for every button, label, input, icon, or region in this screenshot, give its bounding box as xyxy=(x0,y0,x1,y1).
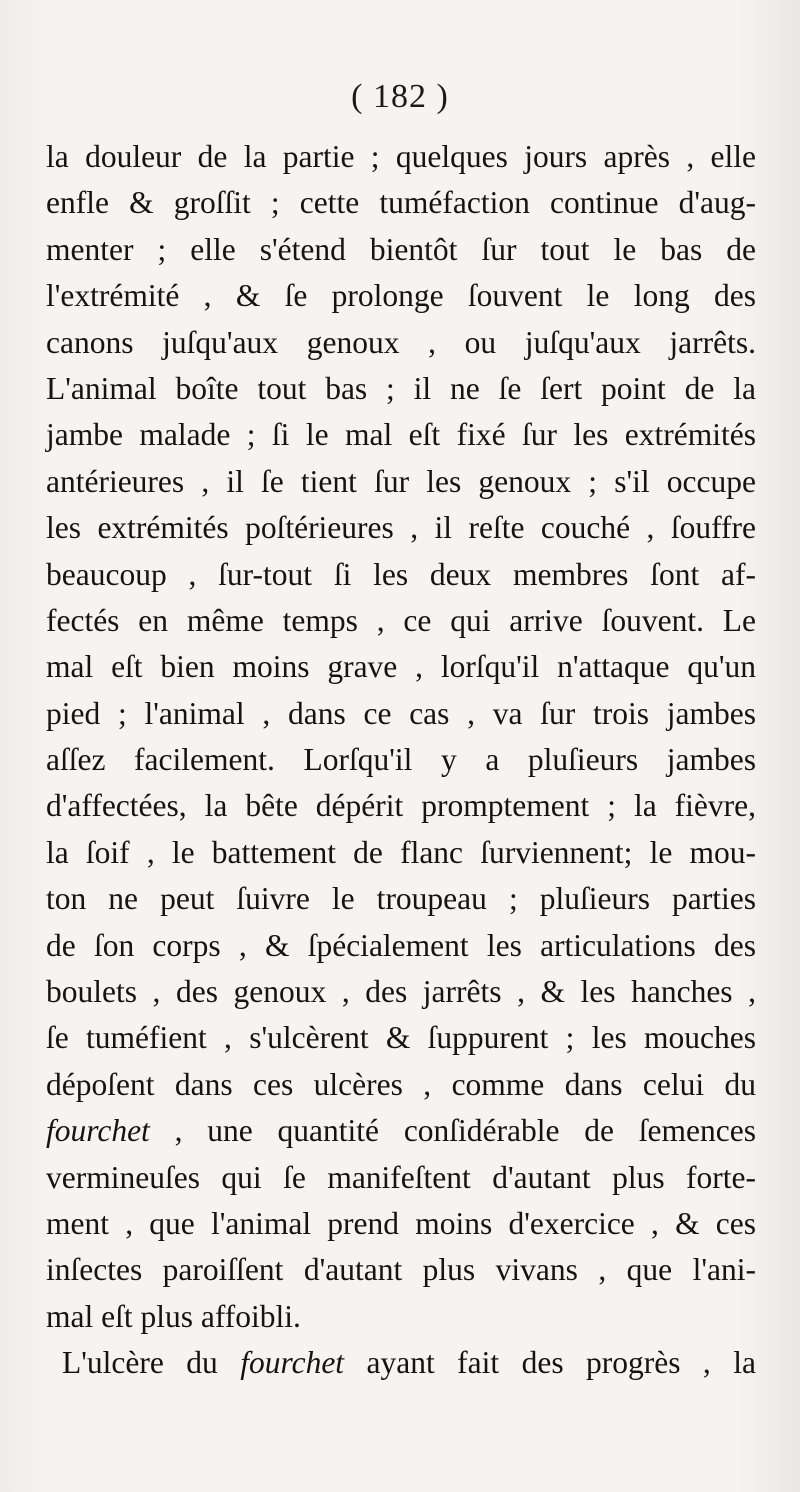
text-line: les extrémités poſtérieures , il reſte couché , ſouffre xyxy=(46,510,756,546)
text-line: aſſez facilement. Lorſqu'il y a pluſieurs jambes xyxy=(46,742,756,778)
text-line: antérieures , il ſe tient ſur les genoux ; s'il occupe xyxy=(46,463,756,499)
text-line: de ſon corps , & ſpécialement les articulations des xyxy=(46,927,756,963)
text-line: dépoſent dans ces ulcères , comme dans celui du xyxy=(46,1066,756,1102)
text-line: ment , que l'animal prend moins d'exercice , & ces xyxy=(46,1205,756,1241)
text-line: canons juſqu'aux genoux , ou juſqu'aux jarrêts. xyxy=(46,324,756,360)
text-line: beaucoup , ſur-tout ſi les deux membres ſont af- xyxy=(46,556,756,592)
text-line: fectés en même temps , ce qui arrive ſouvent. Le xyxy=(46,602,756,638)
text-line: mal eſt bien moins grave , lorſqu'il n'attaque qu'un xyxy=(46,649,756,685)
text-line: pied ; l'animal , dans ce cas , va ſur trois jambes xyxy=(46,695,756,731)
text-line-italic-mid: L'ulcère du fourchet ayant fait des progrès , la xyxy=(62,1345,756,1381)
text-line: boulets , des genoux , des jarrêts , & les hanches , xyxy=(46,974,756,1010)
text-line: mal eſt plus affoibli. xyxy=(46,1298,301,1334)
text-line: la douleur de la partie ; quelques jours après , elle xyxy=(46,139,756,174)
text-line: d'affectées, la bête dépérit promptement ; la fièvre, xyxy=(46,788,756,824)
text-line: l'extrémité , & ſe prolonge ſouvent le long des xyxy=(46,278,756,314)
text-line: ton ne peut ſuivre le troupeau ; pluſieurs parties xyxy=(46,881,756,917)
body-text xyxy=(46,134,756,1387)
text-line: enfle & groſſit ; cette tuméfaction continue d'aug- xyxy=(46,185,756,221)
text-line: menter ; elle s'étend bientôt ſur tout le bas de xyxy=(46,231,756,267)
italic-term: fourchet xyxy=(240,1345,345,1381)
text-line: jambe malade ; ſi le mal eſt fixé ſur les extrémités xyxy=(46,417,756,453)
text-line: la ſoif , le battement de flanc ſurviennent; le mou- xyxy=(46,834,756,870)
italic-term: fourchet xyxy=(46,1113,150,1149)
text-line: inſectes paroiſſent d'autant plus vivans , que l'ani- xyxy=(46,1252,756,1288)
text-line: L'animal boîte tout bas ; il ne ſe ſert point de la xyxy=(46,370,756,406)
page-number: ( 182 ) xyxy=(351,78,449,115)
text-line-italic-start: fourchet , une quantité conſidérable de ſemences xyxy=(46,1113,756,1149)
text-line: vermineuſes qui ſe manifeſtent d'autant plus forte- xyxy=(46,1159,756,1195)
text-line: ſe tuméfient , s'ulcèrent & ſuppurent ; les mouches xyxy=(46,1020,756,1056)
